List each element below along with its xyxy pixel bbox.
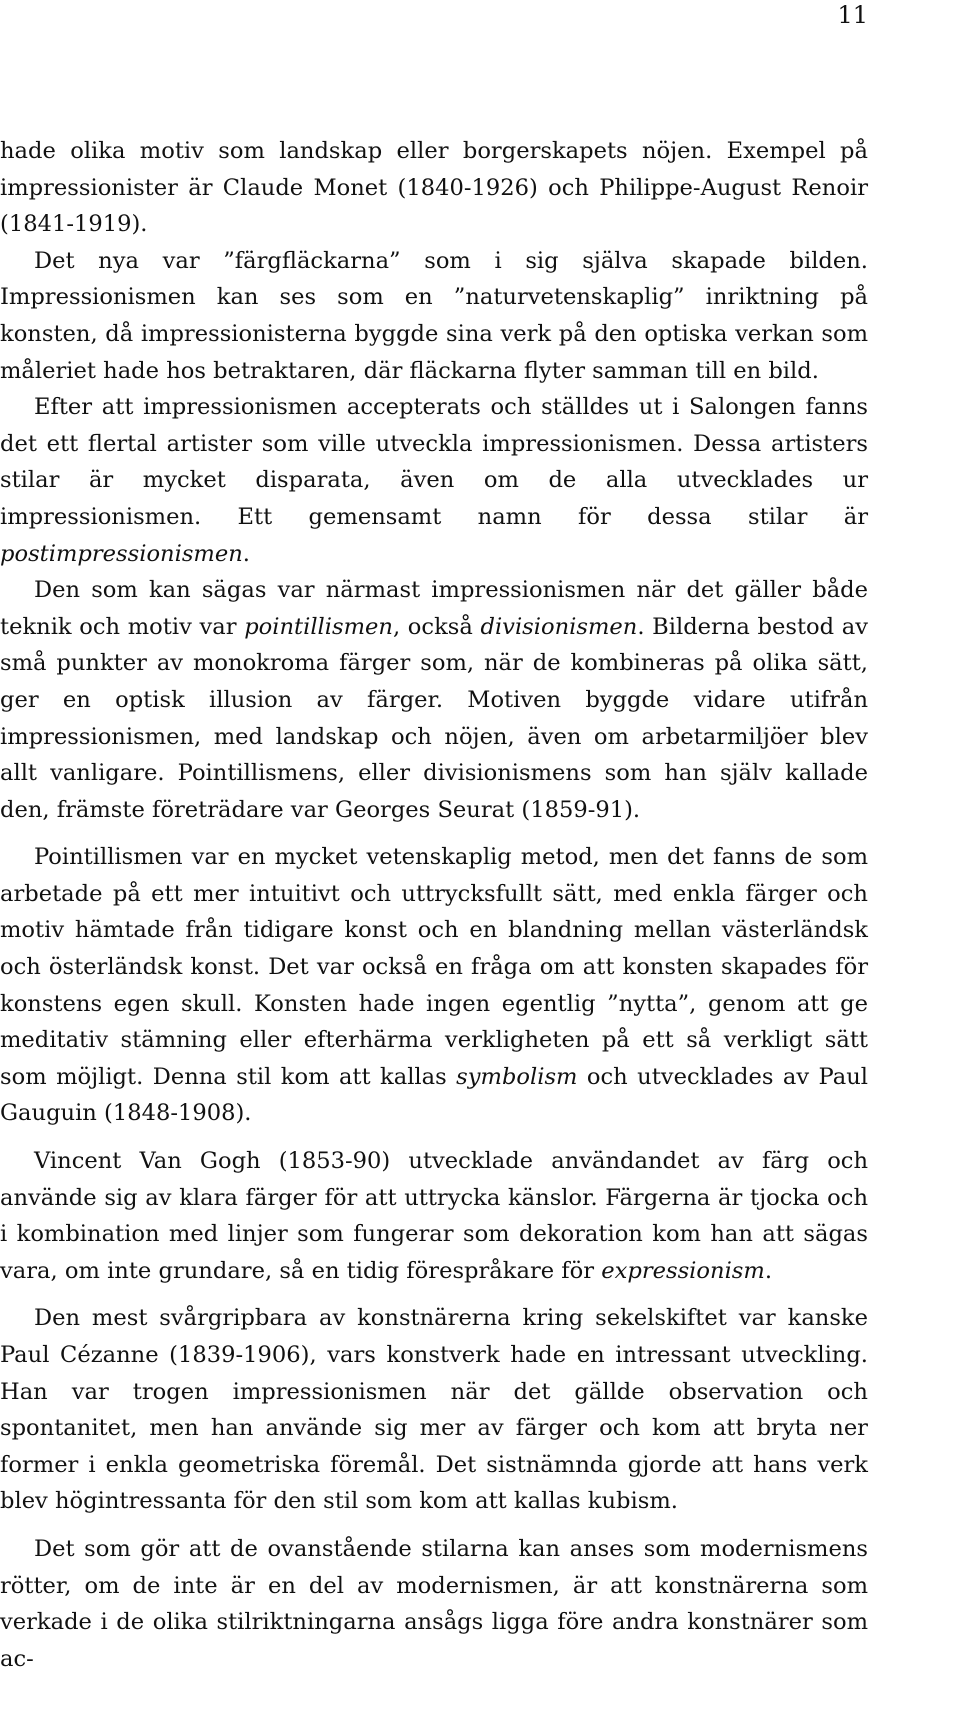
paragraph-1: hade olika motiv som landskap eller borgerskapets nöjen. Exempel på impressionister är Claude Monet (1840-1926) och Philippe-August Renoir (1841-1919).	[0, 138, 868, 238]
paragraph-5	[0, 839, 868, 1132]
paragraph-4-mid: , också	[392, 613, 481, 640]
paragraph-4-end: . Bilderna bestod av små punkter av monokroma färger som, när de kombineras på olika sätt, ger en optisk illusion av färger. Motiven byggde vidare utifrån impressionismen, med landskap och nöjen, även om arbetarmiljöer blev allt vanligare. Pointillismens, eller divisionismens som han själv kallade den, främste företrädare var Georges Seurat (1859-91).	[0, 613, 868, 823]
term-postimpressionismen: postimpressionismen	[0, 540, 243, 567]
paragraph-8: Det som gör att de ovanstående stilarna kan anses som modernismens rötter, om de inte är en del av modernismen, är att konstnärerna som verkade i de olika stilriktningarna ansågs ligga före andra konstnärer som ac-	[0, 1535, 868, 1672]
term-expressionism: expressionism	[601, 1257, 765, 1284]
paragraph-5-text: Pointillismen var en mycket vetenskaplig metod, men det fanns de som arbetade på ett mer intuitivt och uttrycksfullt sätt, med enkla färger och motiv hämtade från tidigare konst och en blandning mellan västerländsk och österländsk konst. Det var också en fråga om att konsten skapades för konstens egen skull. Konsten hade ingen egentlig ”nytta”, genom att ge meditativ stämning eller efterhärma verkligheten på ett så verkligt sätt som möjligt. Denna stil kom att kallas	[0, 844, 868, 1090]
paragraph-6	[0, 1143, 868, 1289]
term-symbolism: symbolism	[456, 1063, 578, 1090]
paragraph-3-end: .	[242, 540, 250, 567]
document-body	[0, 133, 868, 1677]
paragraph-2: Det nya var ”färgfläckarna” som i sig själva skapade bilden. Impressionismen kan ses som en ”naturvetenskaplig” inriktning på konsten, då impressionisterna byggde sina verk på den optiska verkan som måleriet hade hos betraktaren, där fläckarna flyter samman till en bild.	[0, 247, 868, 384]
term-divisionismen: divisionismen	[480, 613, 638, 640]
paragraph-3-text: Efter att impressionismen accepterats och ställdes ut i Salongen fanns det ett flertal artister som ville utveckla impressionismen. Dessa artisters stilar är mycket disparata, även om de alla utvecklades ur impressionismen. Ett gemensamt namn för dessa stilar är	[0, 394, 868, 530]
paragraph-7: Den mest svårgripbara av konstnärerna kring sekelskiftet var kanske Paul Cézanne (1839-1906), vars konstverk hade en intressant utveckling. Han var trogen impressionismen när det gällde observation och spontanitet, men han använde sig mer av färger och kom att bryta ner former i enkla geometriska föremål. Det sistnämnda gjorde att hans verk blev högintressanta för den stil som kom att kallas kubism.	[0, 1305, 868, 1515]
term-pointillismen: pointillismen	[244, 613, 393, 640]
paragraph-4	[0, 572, 868, 828]
paragraph-4-text: Den som kan sägas var närmast impressionismen när det gäller både teknik och motiv var	[0, 577, 868, 640]
paragraph-3	[0, 389, 868, 572]
paragraph-6-end: .	[764, 1257, 772, 1284]
page-number: 11	[837, 1, 868, 29]
paragraph-6-text: Vincent Van Gogh (1853-90) utvecklade användandet av färg och använde sig av klara färger för att uttrycka känslor. Färgerna är tjocka och i kombination med linjer som fungerar som dekoration kom han att sägas vara, om inte grundare, så en tidig förespråkare för	[0, 1148, 868, 1284]
paragraph-5-end: och utvecklades av Paul Gauguin (1848-1908).	[0, 1063, 868, 1127]
